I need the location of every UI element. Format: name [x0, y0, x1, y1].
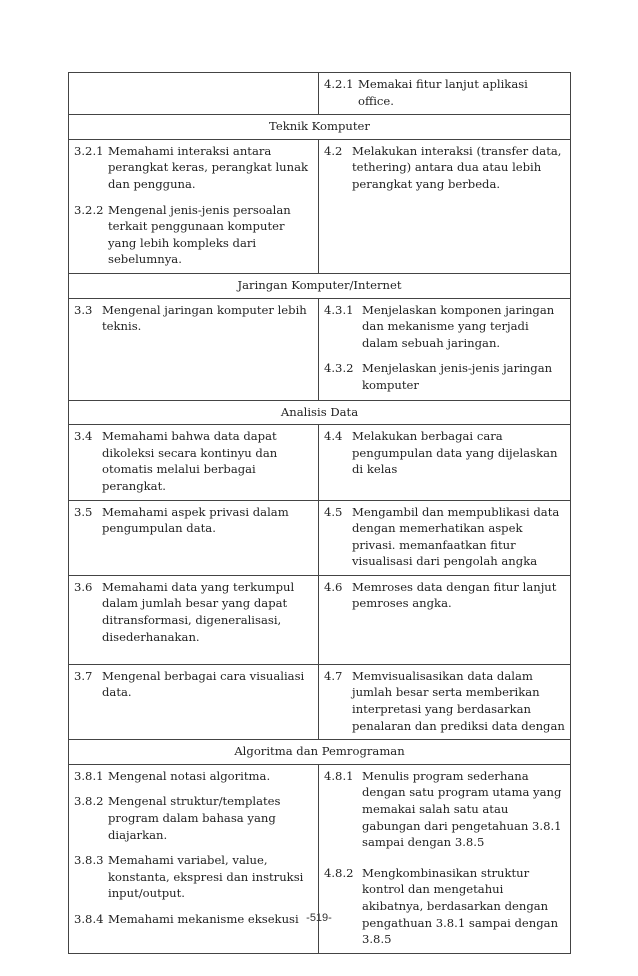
table-cell	[69, 139, 319, 273]
table-cell	[69, 425, 319, 500]
list-item	[74, 504, 314, 537]
table-cell	[319, 73, 571, 115]
list-item	[324, 428, 566, 478]
list-item	[74, 668, 314, 701]
item-number: 4.5	[324, 504, 343, 519]
item-text: Melakukan interaksi (transfer data, tethering) antara dua atau lebih perangkat yang berbeda.	[352, 143, 562, 191]
section-heading-jaringan: Jaringan Komputer/Internet	[69, 273, 571, 298]
section-heading-analisis-data: Analisis Data	[69, 400, 571, 425]
item-text: Memahami interaksi antara perangkat keras, perangkat lunak dan pengguna.	[108, 143, 309, 191]
item-number: 4.8.2	[324, 865, 354, 880]
list-item	[74, 793, 314, 843]
list-item	[74, 768, 314, 785]
list-item	[74, 428, 314, 494]
table-cell	[69, 575, 319, 664]
table-cell	[69, 73, 319, 115]
list-item	[324, 302, 566, 352]
section-heading-teknik-komputer: Teknik Komputer	[69, 115, 571, 140]
item-number: 3.8.1	[74, 768, 104, 783]
item-number: 3.8.3	[74, 853, 104, 868]
competency-table	[68, 72, 571, 954]
table-cell	[69, 298, 319, 400]
item-number: 4.3.2	[324, 361, 354, 376]
table-cell	[319, 764, 571, 953]
item-number: 4.2	[324, 143, 343, 158]
table-row	[69, 425, 571, 500]
table-cell	[69, 500, 319, 575]
item-text: Mengkombinasikan struktur kontrol dan mengetahui akibatnya, berdasarkan dengan pengathuan 3.8.1 sampai dengan 3.8.5	[362, 865, 559, 947]
item-number: 4.3.1	[324, 302, 354, 317]
table-row	[69, 139, 571, 273]
list-item	[74, 143, 314, 193]
item-number: 3.4	[74, 429, 93, 444]
item-text: Menjelaskan komponen jaringan dan mekanisme yang terjadi dalam sebuah jaringan.	[362, 302, 555, 350]
item-text: Mengenal jaringan komputer lebih teknis.	[102, 302, 307, 334]
item-number: 4.2.1	[324, 77, 354, 91]
item-number: 3.5	[74, 504, 93, 519]
table-cell	[319, 664, 571, 739]
item-text: Mengenal berbagai cara visualiasi data.	[102, 668, 305, 700]
table-cell	[319, 425, 571, 500]
item-text: Memvisualisasikan data dalam jumlah besar serta memberikan interpretasi yang berdasarkan penalaran dan prediksi data dengan	[352, 668, 565, 733]
item-number: 3.3	[74, 302, 93, 317]
item-number: 3.2.2	[74, 202, 104, 217]
item-text: Memahami variabel, value, konstanta, ekspresi dan instruksi input/output.	[108, 853, 304, 901]
section-heading-algoritma: Algoritma dan Pemrograman	[69, 740, 571, 765]
table-cell	[319, 500, 571, 575]
table-cell	[319, 575, 571, 664]
table-cell	[319, 298, 571, 400]
list-item	[324, 504, 566, 570]
table-row	[69, 73, 571, 115]
section-row	[69, 400, 571, 425]
list-item	[324, 579, 566, 612]
table-cell	[319, 139, 571, 273]
list-item	[324, 768, 566, 851]
list-item	[324, 76, 566, 109]
list-item	[324, 143, 566, 193]
section-row	[69, 115, 571, 140]
item-text: Menulis program sederhana dengan satu program utama yang memakai salah satu atau gabungan dari pengetahuan 3.8.1 sampai dengan 3.8.5	[362, 768, 562, 850]
item-number: 3.6	[74, 579, 93, 594]
item-text: Mengenal notasi algoritma.	[108, 768, 271, 783]
item-text: Memakai fitur lanjut aplikasi office.	[358, 77, 528, 108]
item-text: Menjelaskan jenis-jenis jaringan komputer	[362, 361, 553, 392]
item-number: 3.7	[74, 668, 93, 683]
table-row	[69, 764, 571, 953]
item-number: 3.2.1	[74, 143, 104, 158]
item-text: Memahami bahwa data dapat dikoleksi secara kontinyu dan otomatis melalui berbagai perangkat.	[102, 429, 278, 493]
table-cell	[69, 764, 319, 953]
table-row	[69, 664, 571, 739]
item-number: 4.8.1	[324, 768, 354, 783]
item-text: Mengenal jenis-jenis persoalan terkait penggunaan komputer yang lebih kompleks dari sebelumnya.	[108, 202, 291, 267]
item-text: Mengambil dan mempublikasi data dengan memerhatikan aspek privasi. memanfaatkan fitur visualisasi dari pengolah angka	[352, 504, 560, 569]
item-number: 4.6	[324, 579, 343, 594]
item-text: Melakukan berbagai cara pengumpulan data yang dijelaskan di kelas	[352, 429, 558, 477]
list-item	[324, 668, 566, 734]
page-number: -519-	[306, 912, 332, 924]
list-item	[74, 202, 314, 268]
table-row	[69, 575, 571, 664]
table-cell	[69, 664, 319, 739]
table-row	[69, 298, 571, 400]
section-row	[69, 273, 571, 298]
section-row	[69, 740, 571, 765]
item-text: Mengenal struktur/templates program dalam bahasa yang diajarkan.	[108, 794, 281, 842]
item-text: Memahami aspek privasi dalam pengumpulan data.	[102, 504, 289, 536]
list-item	[324, 360, 566, 393]
item-text: Memahami mekanisme eksekusi	[108, 912, 299, 926]
item-text: Memroses data dengan fitur lanjut pemroses angka.	[352, 579, 557, 611]
table-row	[69, 500, 571, 575]
item-number: 3.8.2	[74, 794, 104, 809]
list-item	[74, 302, 314, 335]
item-text: Memahami data yang terkumpul dalam jumlah besar yang dapat ditransformasi, digeneralisasi, disederhanakan.	[102, 579, 295, 644]
item-number: 4.7	[324, 668, 343, 683]
list-item	[324, 865, 566, 948]
item-number: 3.8.4	[74, 912, 104, 926]
list-item	[74, 852, 314, 902]
item-number: 4.4	[324, 429, 343, 444]
list-item	[74, 579, 314, 645]
